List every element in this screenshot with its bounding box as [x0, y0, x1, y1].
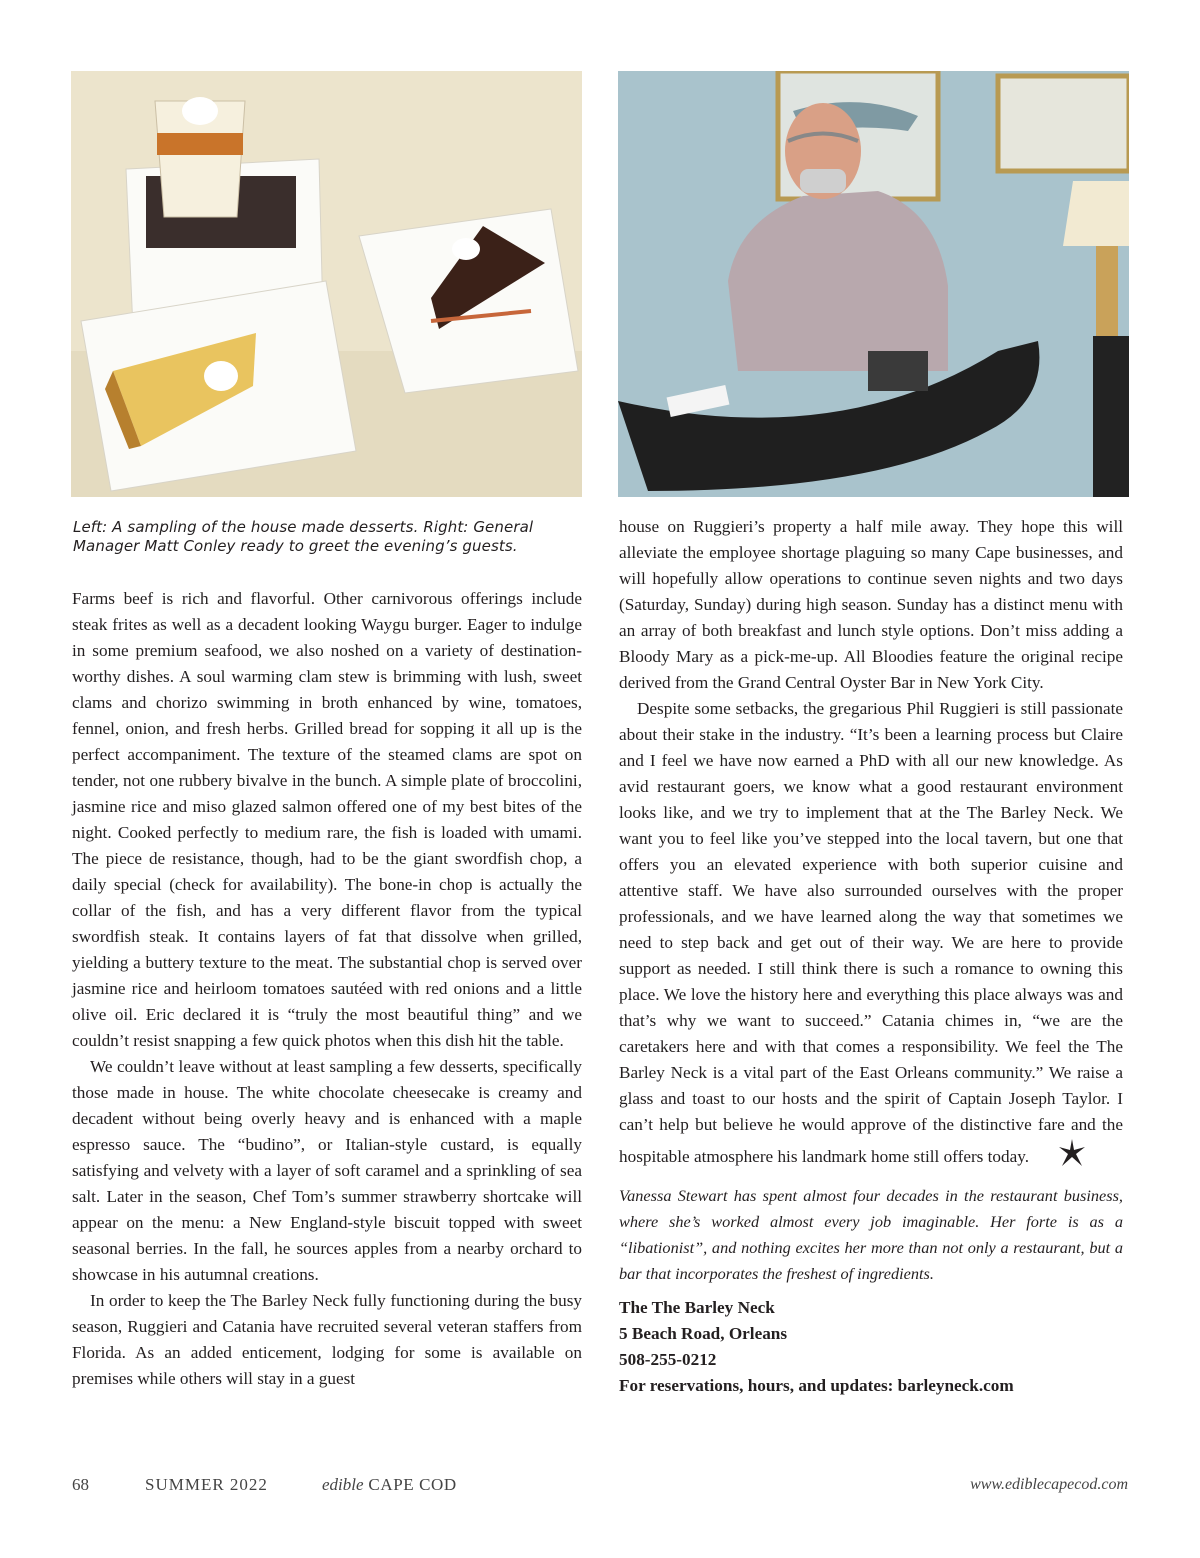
article-closing-paragraph	[619, 696, 1123, 1176]
article-paragraph-text: Despite some setbacks, the gregarious Phil Ruggieri is still passionate about their stake in the industry. “It’s been a learning process but Claire and I feel we have now earned a PhD with all our new knowledge. As avid restaurant goers, we know what a good restaurant environment looks like, and we try to implement that at the The Barley Neck. We want you to feel like you’ve stepped into the local tavern, but one that offers you an elevated experience with both superior cuisine and attentive staff. We have also surrounded ourselves with the proper professionals, and we have learned along the way that sometimes we need to step back and get out of their way. We are here to provide support as needed. I still think there is such a romance to owning this place. We love the history here and everything this place always was and that’s why we want to succeed.” Catania chimes in, “we are the caretakers here and with that comes a responsibility. We feel the The Barley Neck is a vital part of the East Orleans community.” We raise a glass and toast to our hosts and the spirit of Captain Joseph Taylor. I can’t help but believe he would approve of the distinctive fare and the hospitable atmosphere his landmark home still offers today.	[619, 699, 1123, 1166]
article-left-column	[72, 586, 582, 1392]
article-right-column	[619, 514, 1123, 1399]
page-number: 68	[72, 1475, 89, 1494]
article-paragraph: We couldn’t leave without at least sampling a few desserts, specifically those made in house. The white chocolate cheesecake is creamy and decadent without being overly heavy and is enhanced with a maple espresso sauce. The “budino”, or Italian-style custard, is equally satisfying and velvety with a layer of soft caramel and a sprinkling of sea salt. Later in the season, Chef Tom’s summer strawberry shortcake will appear on the menu: a New England-style biscuit topped with sweet seasonal berries. In the fall, he sources apples from a nearby orchard to showcase in his autumnal creations.	[72, 1057, 582, 1284]
author-bio: Vanessa Stewart has spent almost four decades in the restaurant business, where she’s worked almost every job imaginable. Her forte is as a “libationist”, and nothing excites her more than not only a restaurant, but a bar that incorporates the freshest of ingredients.	[619, 1186, 1123, 1283]
desserts-photo	[71, 71, 582, 497]
magazine-name-italic: edible	[322, 1475, 364, 1494]
article-paragraph: In order to keep the The Barley Neck fully functioning during the busy season, Ruggieri and Catania have recruited several veteran staffers from Florida. As an added enticement, lodging for some is available on premises while others will stay in a guest	[72, 1291, 582, 1388]
article-paragraph: Farms beef is rich and flavorful. Other carnivorous offerings include steak frites as well as a decadent looking Waygu burger. Eager to indulge in some premium seafood, we also noshed on a variety of destination-worthy dishes. A soul warming clam stew is brimming with lush, sweet clams and chorizo swimming in broth enhanced by wine, tomatoes, fennel, onion, and fresh herbs. Grilled bread for sopping it all up is the perfect accompaniment. The texture of the steamed clams are spot on tender, not one rubbery bivalve in the bunch. A simple plate of broccolini, jasmine rice and miso glazed salmon offered one of my best bites of the night. Cooked perfectly to medium rare, the fish is loaded with umami. The piece de resistance, though, had to be the giant swordfish chop, a daily special (check for availability). The bone-in chop is actually the collar of the fish, and has a very different flavor from the typical swordfish steak. It contains layers of fat that dissolve when grilled, yielding a buttery texture to the meat. The substantial chop is served over jasmine rice and heirloom tomatoes sautéed with red onions and a little olive oil. Eric declared it is “truly the most beautiful thing” and we couldn’t resist snapping a few quick photos when this dish hit the table.	[72, 589, 582, 1050]
website-url: www.ediblecapecod.com	[970, 1476, 1128, 1493]
magazine-name-rest: CAPE COD	[368, 1475, 457, 1494]
restaurant-name: The The Barley Neck	[619, 1298, 775, 1317]
restaurant-contact	[619, 1295, 1123, 1399]
manager-photo	[618, 71, 1129, 497]
magazine-name	[322, 1474, 457, 1496]
restaurant-address: 5 Beach Road, Orleans	[619, 1324, 788, 1343]
issue-label: SUMMER 2022	[145, 1475, 268, 1494]
article-paragraph: house on Ruggieri’s property a half mile away. They hope this will alleviate the employee shortage plaguing so many Cape businesses, and will hopefully allow operations to continue seven nights and two days (Saturday, Sunday) during high season. Sunday has a distinct menu with an array of both breakfast and lunch style options. Don’t miss adding a Bloody Mary as a pick-me-up. All Bloodies feature the original recipe derived from the Grand Central Oyster Bar in New York City.	[619, 517, 1123, 692]
restaurant-phone: 508-255-0212	[619, 1350, 717, 1369]
photo-caption: Left: A sampling of the house made desserts. Right: General Manager Matt Conley ready to greet the evening’s guests.	[73, 518, 534, 555]
restaurant-website: For reservations, hours, and updates: barleyneck.com	[619, 1376, 1014, 1395]
starfish-icon	[1039, 1138, 1087, 1176]
